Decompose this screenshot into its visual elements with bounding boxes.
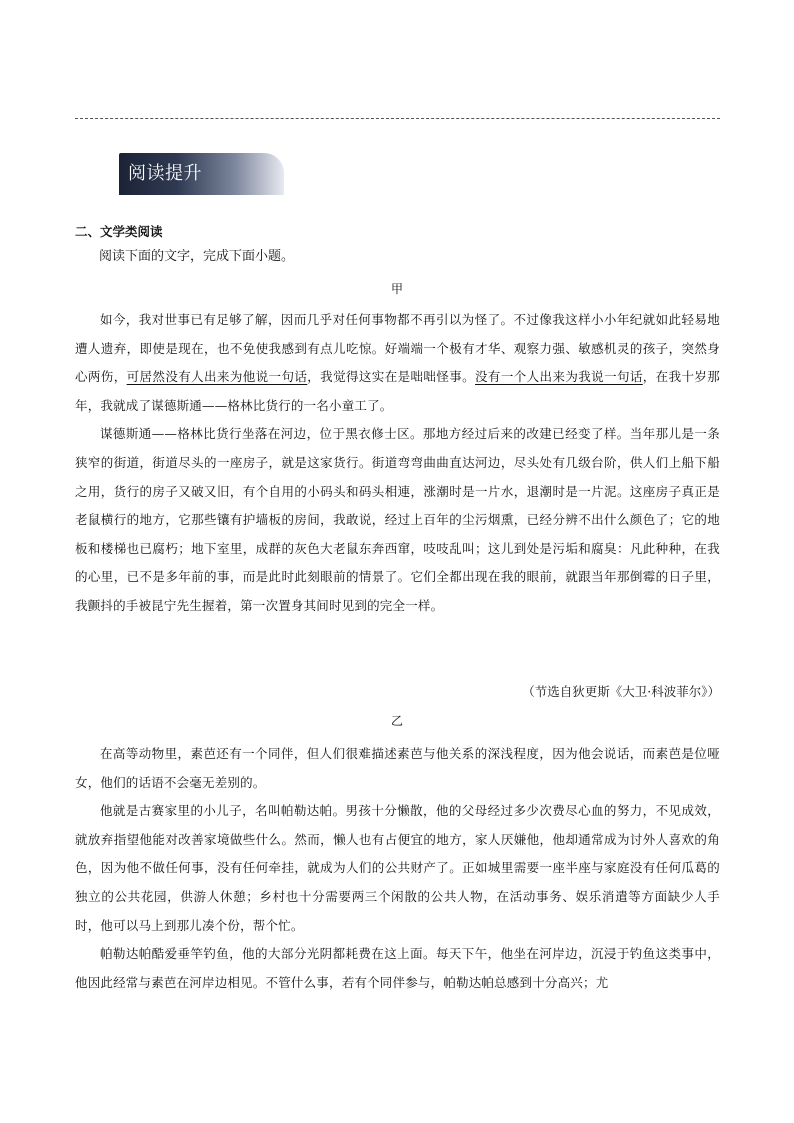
passage-b-paragraph-1: 在高等动物里，素芭还有一个同伴，但人们很难描述素芭与他关系的深浅程度，因为他会说话，而素芭是位哑女，他们的话语不会毫无差别的。 xyxy=(75,746,720,790)
section-banner xyxy=(119,153,284,195)
passage-a-p1-text-3: ，在我十岁那年，我就成了谋德斯通——格林比货行的一名小童工了。 xyxy=(75,369,720,413)
passage-b-paragraph-3: 帕勒达帕酷爱垂竿钓鱼，他的大部分光阴都耗费在这上面。每天下午，他坐在河岸边，沉浸于钓鱼这类事中，他因此经常与素芭在河岸边相见。不管什么事，若有个同伴参与，帕勒达帕总感到十分高兴；尤 xyxy=(75,946,720,990)
passage-a-paragraph-2: 谋德斯通——格林比货行坐落在河边，位于黑衣修士区。那地方经过后来的改建已经变了样。当年那儿是一条狭窄的街道，街道尽头的一座房子，就是这家货行。街道弯弯曲曲直达河边，尽头处有几级台阶，供人们上船下船之用，货行的房子又破又旧，有个自用的小码头和码头相連，涨潮时是一片水，退潮时是一片泥。这座房子真正是老鼠横行的地方，它那些镶有护墙板的房间，我敢说，经过上百年的尘污烟熏，已经分辨不出什么颜色了；它的地板和楼梯也已腐朽；地下室里，成群的灰色大老鼠东奔西窜，吱吱乱叫；这儿到处是污垢和腐臭：凡此种种，在我的心里，已不是多年前的事，而是此时此刻眼前的情景了。它们全都出现在我的眼前，就跟当年那倒霉的日子里，我颤抖的手被昆宁先生握着，第一次置身其间时见到的完全一样。 xyxy=(75,426,720,613)
passage-a-label: 甲 xyxy=(390,282,403,296)
passage-a-source: （节选自狄更斯《大卫·科波菲尔》） xyxy=(522,684,720,699)
passage-a-p1-text-2: ，我觉得这实在是咄咄怪事。 xyxy=(307,369,476,385)
section-heading: 二、文学类阅读 xyxy=(75,224,163,239)
reading-instruction: 阅读下面的文字，完成下面小题。 xyxy=(99,249,295,264)
underlined-sentence-1: 可居然没有人出来为他说一句话 xyxy=(126,369,308,385)
underlined-sentence-2: 没有一个人出来为我说一句话 xyxy=(475,369,643,385)
dashed-divider xyxy=(75,118,720,119)
passage-a-p1-text-1: 如今，我对世事已有足够了解，因而几乎对任何事物都不再引以为怪了。不过像我这样小小年纪就如此轻易地遭人遗弃，即使是现在，也不免使我感到有点儿吃惊。好端端一个极有才华、观察力强、敏感机灵的孩子，突然身心两伤， xyxy=(75,312,720,385)
section-banner-title: 阅读提升 xyxy=(128,163,202,184)
passage-b-label: 乙 xyxy=(390,714,403,728)
passage-a-paragraph-1 xyxy=(75,306,720,420)
passage-b-paragraph-2: 他就是古赛家里的小儿子，名叫帕勒达帕。男孩十分懒散，他的父母经过多少次费尽心血的努力，不见成效，就放弃指望他能对改善家境做些什么。然而，懒人也有占便宜的地方，家人厌嫌他，他却通常成为讨外人喜欢的角色，因为他不做任何事，没有任何牵挂，就成为人们的公共财产了。正如城里需要一座半座与家庭没有任何瓜葛的独立的公共花园，供游人休憩；乡村也十分需要两三个闲散的公共人物，在活动事务、娱乐消遣等方面缺少人手时，他可以马上到那儿凑个份，帮个忙。 xyxy=(75,803,720,933)
passage-a xyxy=(75,306,720,621)
passage-b xyxy=(75,740,720,997)
